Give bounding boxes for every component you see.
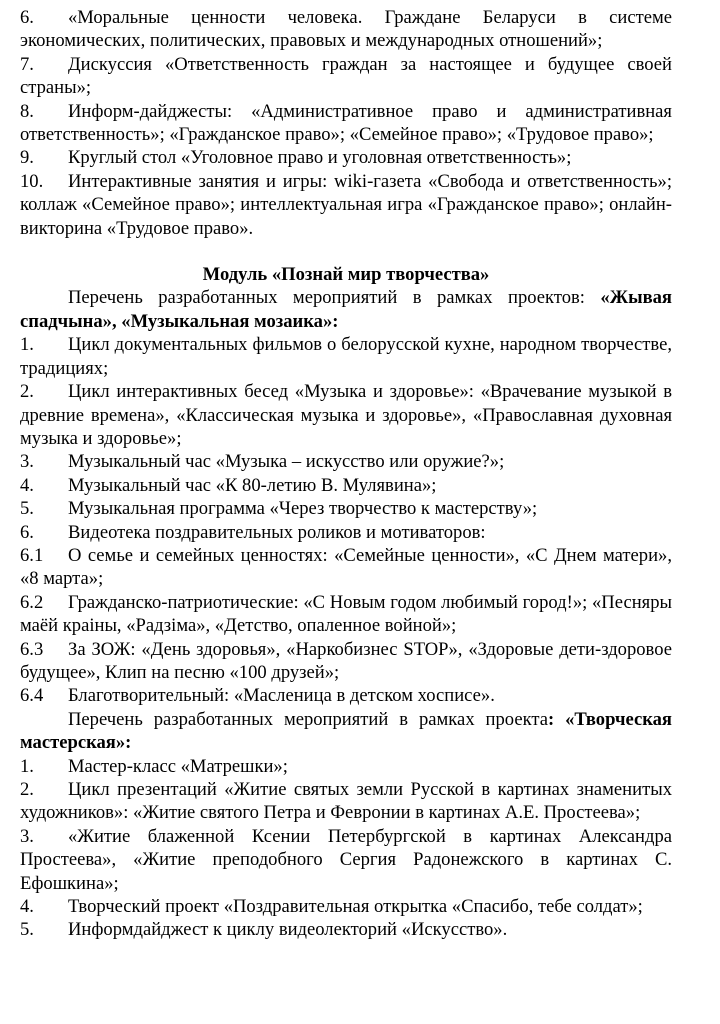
- item-number: 6.3: [20, 638, 44, 660]
- item-number: 6.1: [20, 544, 44, 566]
- list-item: [20, 380, 672, 450]
- list-workshop: [20, 755, 672, 942]
- item-number: 5.: [20, 919, 34, 941]
- item-text: О семье и семейных ценностях: «Семейные ценности», «С Днем матери», «8 марта»;: [20, 544, 672, 590]
- item-number: 6.4: [20, 685, 44, 707]
- item-number: 3.: [20, 451, 34, 473]
- list-item: [20, 544, 672, 591]
- item-number: 6.: [20, 521, 34, 543]
- item-text: Музыкальный час «Музыка – искусство или оружие?»;: [68, 451, 505, 473]
- list-item: [20, 146, 672, 169]
- item-text: Цикл документальных фильмов о белорусской кухне, народном творчестве, традициях;: [20, 334, 672, 379]
- list-item: [20, 638, 672, 685]
- item-number: 7.: [20, 53, 34, 75]
- intro-paragraph: [20, 286, 672, 333]
- item-text: Круглый стол «Уголовное право и уголовная ответственность»;: [68, 147, 572, 169]
- list-item: [20, 591, 672, 638]
- item-text: Творческий проект «Поздравительная открытка «Спасибо, тебе солдат»;: [68, 896, 643, 918]
- list-item: [20, 53, 672, 100]
- list-item: [20, 333, 672, 380]
- item-number: 2.: [20, 381, 34, 403]
- list-item: [20, 521, 672, 544]
- item-number: 6.2: [20, 591, 44, 613]
- item-number: 6.: [20, 7, 34, 28]
- list-item: [20, 825, 672, 895]
- item-text: Благотворительный: «Масленица в детском хосписе».: [68, 685, 495, 707]
- document-page: [20, 6, 672, 942]
- item-text: Информдайджест к циклу видеолекторий «Искусство».: [68, 919, 508, 941]
- list-item: [20, 170, 672, 240]
- item-number: 9.: [20, 147, 34, 169]
- list-creativity: [20, 333, 672, 708]
- list-item: [20, 474, 672, 497]
- item-number: 4.: [20, 896, 34, 918]
- list-civic: [20, 6, 672, 240]
- module-heading: Модуль «Познай мир творчества»: [202, 264, 490, 286]
- item-text: «Житие блаженной Ксении Петербургской в картинах Александра Простеева», «Житие преподобного Сергия Радонежского в картинах С. Ефошкина»;: [20, 825, 672, 894]
- list-item: [20, 100, 672, 147]
- item-number: 10.: [20, 170, 44, 192]
- item-text: Интерактивные занятия и игры: wiki-газета «Свобода и ответственность»; коллаж «Семейное право»; интеллектуальная игра «Гражданское право»; онлайн-викторина «Трудовое право».: [20, 170, 672, 239]
- list-item: [20, 778, 672, 825]
- intro-projects: : «Творческая мастерская»:: [20, 708, 672, 754]
- intro-projects: «Жывая спадчына», «Музыкальная мозаика»:: [20, 287, 672, 332]
- list-item: [20, 895, 672, 918]
- item-text: «Моральные ценности человека. Граждане Беларуси в системе экономических, политических, правовых и международных отношений»;: [20, 7, 672, 52]
- item-text: Цикл презентаций «Житие святых земли Русской в картинах знаменитых художников»: «Житие святого Петра и Февронии в картинах А.Е. Простеева»;: [20, 779, 672, 824]
- item-text: Видеотека поздравительных роликов и мотиваторов:: [68, 521, 486, 543]
- item-text: Гражданско-патриотические: «С Новым годом любимый город!»; «Песняры маёй краіны, «Радзіма», «Детство, опаленное войной»;: [20, 591, 672, 637]
- item-number: 5.: [20, 498, 34, 520]
- item-number: 8.: [20, 100, 34, 122]
- list-item: [20, 918, 672, 941]
- item-text: Дискуссия «Ответственность граждан за настоящее и будущее своей страны»;: [20, 53, 672, 99]
- item-text: За ЗОЖ: «День здоровья», «Наркобизнес STOP», «Здоровые дети-здоровое будущее», Клип на песню «100 друзей»;: [20, 638, 672, 683]
- list-item: [20, 755, 672, 778]
- intro-text: Перечень разработанных мероприятий в рамках проектов:: [68, 287, 601, 309]
- item-number: 1.: [20, 755, 34, 777]
- item-text: Цикл интерактивных бесед «Музыка и здоровье»: «Врачевание музыкой в древние времена», «Классическая музыка и здоровье», «Православная духовная музыка и здоровье»;: [20, 381, 672, 449]
- item-text: Информ-дайджесты: «Административное право и административная ответственность»; «Гражданское право»; «Семейное право»; «Трудовое право»;: [20, 100, 672, 146]
- list-item: [20, 450, 672, 473]
- item-number: 1.: [20, 334, 34, 356]
- item-number: 3.: [20, 825, 34, 847]
- intro-paragraph: [20, 708, 672, 755]
- intro-text: Перечень разработанных мероприятий в рамках проекта: [68, 708, 548, 730]
- list-item: [20, 684, 672, 707]
- item-text: Мастер-класс «Матрешки»;: [68, 755, 288, 777]
- item-text: Музыкальная программа «Через творчество к мастерству»;: [68, 498, 538, 520]
- item-number: 4.: [20, 474, 34, 496]
- list-item: [20, 6, 672, 53]
- list-item: [20, 497, 672, 520]
- item-text: Музыкальный час «К 80-летию В. Мулявина»;: [68, 474, 437, 496]
- item-number: 2.: [20, 779, 34, 800]
